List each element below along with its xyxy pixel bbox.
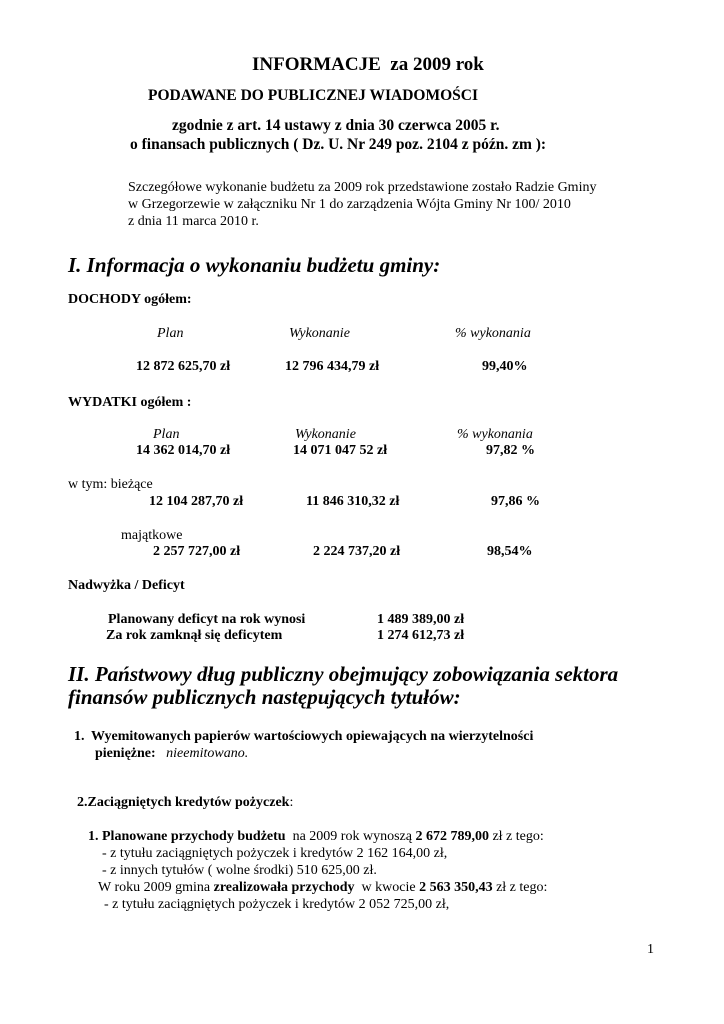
dochody-col-wykonanie: Wykonanie bbox=[289, 326, 350, 341]
realized-revenue-suffix: zł z tego: bbox=[492, 880, 548, 895]
dochody-label: DOCHODY ogółem: bbox=[68, 292, 192, 307]
intro-line-3: z dnia 11 marca 2010 r. bbox=[128, 214, 259, 229]
item-1-line2 bbox=[95, 746, 248, 762]
page-subtitle: PODAWANE DO PUBLICZNEJ WIADOMOŚCI bbox=[148, 87, 478, 104]
wydatki-wykonanie-value: 14 071 047 52 zł bbox=[293, 443, 388, 458]
majatkowe-label: majątkowe bbox=[121, 528, 183, 543]
actual-deficit-value: 1 274 612,73 zł bbox=[377, 628, 465, 643]
realized-revenue-loans: - z tytułu zaciągniętych pożyczek i kredytów 2 052 725,00 zł, bbox=[104, 897, 450, 912]
title-year: za 2009 rok bbox=[390, 54, 484, 75]
dochody-col-percent: % wykonania bbox=[455, 326, 531, 341]
section-2-heading-line1: II. Państwowy dług publiczny obejmujący zobowiązania sektora bbox=[68, 662, 619, 686]
planned-revenue-text: na 2009 rok wynoszą bbox=[285, 829, 416, 844]
planned-revenue-other: - z innych tytułów ( wolne środki) 510 625,00 zł. bbox=[102, 863, 377, 878]
page-number: 1 bbox=[647, 942, 654, 957]
planned-revenue-amount: 2 672 789,00 bbox=[415, 829, 489, 844]
wydatki-percent-value: 97,82 % bbox=[486, 443, 535, 458]
biezace-percent-value: 97,86 % bbox=[491, 494, 540, 509]
wydatki-col-plan: Plan bbox=[153, 427, 180, 442]
planned-deficit-value: 1 489 389,00 zł bbox=[377, 612, 465, 627]
biezace-wykonanie-value: 11 846 310,32 zł bbox=[306, 494, 400, 509]
wydatki-plan-value: 14 362 014,70 zł bbox=[136, 443, 231, 458]
dochody-percent-value: 99,40% bbox=[482, 359, 528, 374]
item-2-heading bbox=[77, 795, 293, 811]
item-1-line1: Wyemitowanych papierów wartościowych opiewających na wierzytelności bbox=[91, 729, 534, 744]
realized-revenue-line bbox=[98, 880, 547, 896]
intro-line-1: Szczegółowe wykonanie budżetu za 2009 rok przedstawione zostało Radzie Gminy bbox=[128, 180, 597, 195]
actual-deficit-label: Za rok zamknął się deficytem bbox=[106, 628, 283, 643]
law-reference-line1: zgodnie z art. 14 ustawy z dnia 30 czerwca 2005 r. bbox=[172, 117, 500, 134]
planned-revenue-line bbox=[88, 829, 544, 845]
planned-revenue-label: 1. Planowane przychody budżetu bbox=[88, 829, 286, 844]
intro-line-2: w Grzegorzewie w załączniku Nr 1 do zarządzenia Wójta Gminy Nr 100/ 2010 bbox=[128, 197, 571, 212]
majatkowe-plan-value: 2 257 727,00 zł bbox=[153, 544, 241, 559]
item-1-number: 1. bbox=[74, 729, 85, 744]
biezace-plan-value: 12 104 287,70 zł bbox=[149, 494, 244, 509]
realized-revenue-label: zrealizowała przychody bbox=[213, 880, 355, 895]
title-main: INFORMACJE bbox=[252, 54, 381, 75]
majatkowe-percent-value: 98,54% bbox=[487, 544, 533, 559]
section-1-heading: I. Informacja o wykonaniu budżetu gminy: bbox=[68, 253, 441, 277]
dochody-wykonanie-value: 12 796 434,79 zł bbox=[285, 359, 380, 374]
realized-revenue-amount: 2 563 350,43 bbox=[419, 880, 493, 895]
planned-deficit-label: Planowany deficyt na rok wynosi bbox=[108, 612, 306, 627]
deficyt-label: Nadwyżka / Deficyt bbox=[68, 578, 185, 593]
realized-revenue-text: w kwocie bbox=[354, 880, 420, 895]
majatkowe-wykonanie-value: 2 224 737,20 zł bbox=[313, 544, 401, 559]
planned-revenue-loans: - z tytułu zaciągniętych pożyczek i kredytów 2 162 164,00 zł, bbox=[102, 846, 448, 861]
dochody-col-plan: Plan bbox=[157, 326, 184, 341]
wydatki-col-percent: % wykonania bbox=[457, 427, 533, 442]
realized-revenue-prefix: W roku 2009 gmina bbox=[98, 880, 214, 895]
wydatki-col-wykonanie: Wykonanie bbox=[295, 427, 356, 442]
item-1-label: pieniężne: bbox=[95, 746, 156, 761]
page-title bbox=[252, 54, 484, 76]
item-2-colon: : bbox=[289, 795, 294, 810]
biezace-label: w tym: bieżące bbox=[68, 477, 153, 492]
item-2-label: 2.Zaciągniętych kredytów pożyczek bbox=[77, 795, 290, 810]
section-2-heading-line2: finansów publicznych następujących tytułów: bbox=[68, 685, 461, 709]
wydatki-label: WYDATKI ogółem : bbox=[68, 395, 192, 410]
dochody-plan-value: 12 872 625,70 zł bbox=[136, 359, 231, 374]
law-reference-line2: o finansach publicznych ( Dz. U. Nr 249 poz. 2104 z późn. zm ): bbox=[130, 136, 547, 153]
item-1-status: nieemitowano. bbox=[166, 746, 249, 761]
planned-revenue-suffix: zł z tego: bbox=[488, 829, 544, 844]
